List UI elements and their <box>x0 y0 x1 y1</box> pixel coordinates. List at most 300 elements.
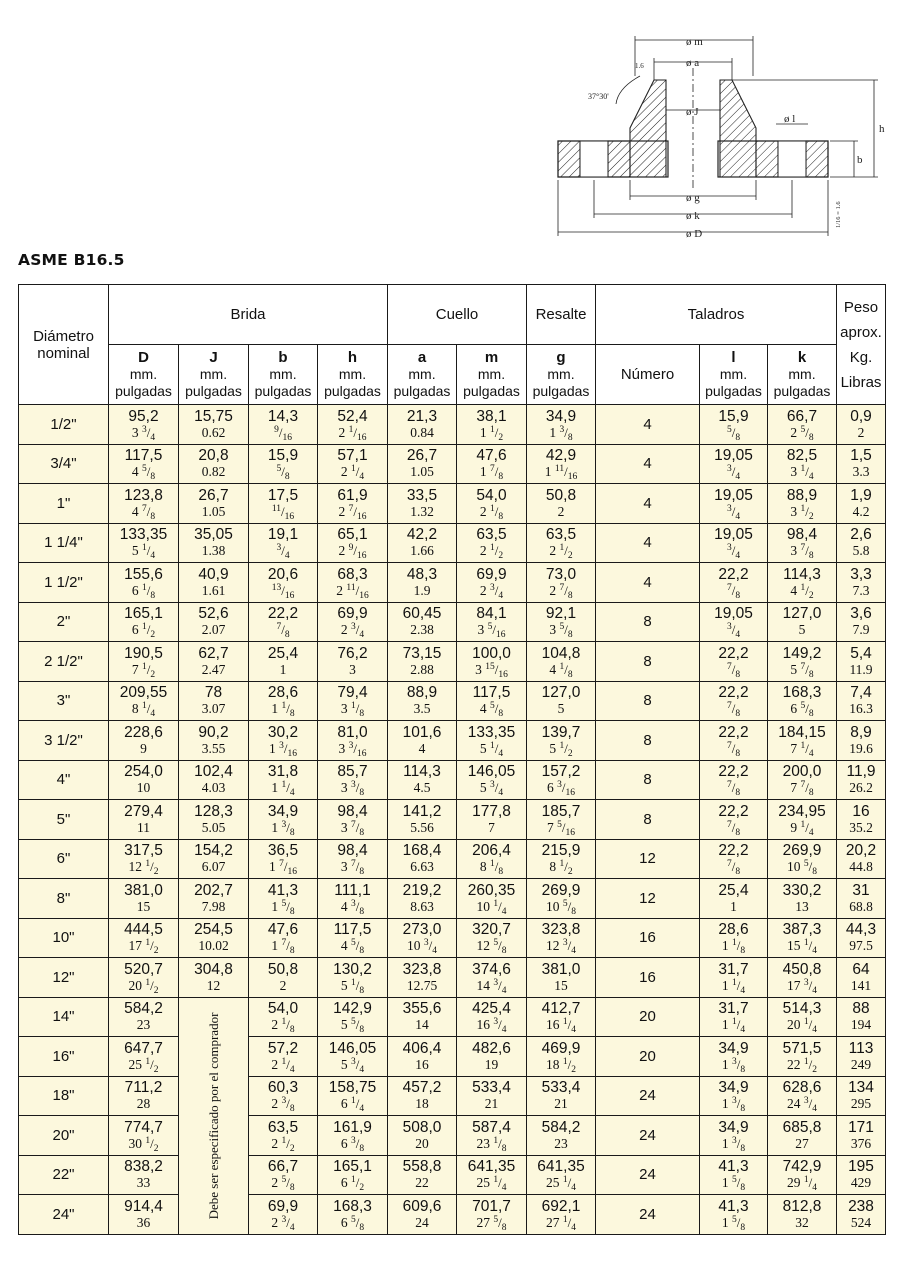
value-inch: 10 $^5/_8$ <box>546 898 576 917</box>
cell-h <box>318 563 388 603</box>
header-diametro-nominal: Diámetro nominal <box>19 285 109 405</box>
weight-kg: 3,3 <box>850 565 872 583</box>
cell-k <box>768 563 837 603</box>
cell-g <box>527 997 596 1037</box>
header-unit: mm. <box>269 366 297 382</box>
value-mm: 185,7 <box>541 802 581 820</box>
value-mm: 774,7 <box>124 1118 163 1136</box>
value-inch: 12 $^5/_8$ <box>476 938 507 957</box>
table-row <box>19 1195 886 1235</box>
value-mm: 92,1 <box>545 605 577 623</box>
cell-m <box>457 839 527 879</box>
value-inch: 1 $^1/_4$ <box>721 1017 746 1036</box>
value-mm: 28,6 <box>267 684 299 702</box>
value-mm: 54,0 <box>476 486 507 504</box>
nominal-diameter: 4" <box>19 760 109 800</box>
value-mm: 78 <box>204 684 223 702</box>
value-inch: 2.38 <box>410 622 434 638</box>
value-inch: 16 $^3/_4$ <box>476 1017 507 1036</box>
cell-j <box>179 760 249 800</box>
bolt-count: 16 <box>596 918 700 958</box>
value-inch: 23 <box>554 1135 568 1151</box>
cell-l <box>700 1195 768 1235</box>
value-inch: 3 $^3/_{16}$ <box>338 740 367 759</box>
value-mm: 228,6 <box>124 723 163 741</box>
header-unit: mm. <box>338 366 367 382</box>
value-inch: 2 $^1/_8$ <box>479 503 504 522</box>
value-inch: 5.56 <box>410 819 434 835</box>
value-inch: 2 $^5/_8$ <box>790 424 814 443</box>
cell-j <box>179 602 249 642</box>
cell-a <box>388 918 457 958</box>
value-inch: 8 $^1/_8$ <box>479 859 504 878</box>
value-mm: 52,4 <box>337 407 368 425</box>
value-mm: 234,95 <box>778 802 826 820</box>
cell-b <box>249 1155 318 1195</box>
nominal-diameter: 10" <box>19 918 109 958</box>
value-inch: 2 $^3/_4$ <box>271 1214 295 1233</box>
value-mm: 19,05 <box>714 526 753 544</box>
value-inch: 10 $^3/_4$ <box>407 938 437 957</box>
value-inch: 2 $^1/_8$ <box>271 1017 295 1036</box>
value-inch: 22 $^1/_2$ <box>787 1056 817 1075</box>
value-mm: 219,2 <box>402 881 442 899</box>
value-inch: 1.9 <box>413 582 431 598</box>
value-inch: 5 $^3/_4$ <box>340 1056 365 1075</box>
value-inch: 25 $^1/_2$ <box>128 1056 159 1075</box>
value-inch: 1.32 <box>410 503 434 519</box>
cell-a <box>388 997 457 1037</box>
cell-b <box>249 602 318 642</box>
value-inch: 4 $^3/_8$ <box>340 898 365 917</box>
value-inch: 9 <box>140 740 147 756</box>
bolt-count: 4 <box>596 484 700 524</box>
cell-g <box>527 1155 596 1195</box>
value-inch: 4.5 <box>413 780 431 796</box>
cell-peso <box>837 642 886 682</box>
header-peso: Peso aprox. Kg. Libras <box>837 285 886 405</box>
value-mm: 260,35 <box>467 881 516 899</box>
value-mm: 206,4 <box>472 842 511 860</box>
value-mm: 117,5 <box>472 684 511 702</box>
value-mm: 323,8 <box>541 921 581 939</box>
value-inch: $^5/_8$ <box>726 424 741 443</box>
nominal-diameter: 1" <box>19 484 109 524</box>
cell-j <box>179 879 249 919</box>
table-row <box>19 405 886 445</box>
value-mm: 584,2 <box>541 1118 581 1136</box>
dim-b-label: b <box>857 154 863 166</box>
value-inch: 1 <box>730 898 737 914</box>
value-mm: 146,05 <box>328 1039 377 1057</box>
value-mm: 157,2 <box>541 763 581 781</box>
value-inch: 1 $^1/_8$ <box>271 701 295 720</box>
dim-h-label: h <box>879 123 885 135</box>
cell-h <box>318 721 388 761</box>
value-inch: 2 $^1/_2$ <box>549 543 573 562</box>
value-inch: 4 $^5/_8$ <box>479 701 504 720</box>
value-inch: 20 <box>415 1135 429 1151</box>
cell-g <box>527 642 596 682</box>
value-inch: 3 <box>349 661 356 677</box>
value-inch: $^9/_{16}$ <box>274 424 292 443</box>
header-col-a <box>388 345 457 405</box>
weight-kg: 113 <box>848 1039 874 1057</box>
cell-d <box>109 1116 179 1156</box>
cell-peso <box>837 721 886 761</box>
cell-k <box>768 1116 837 1156</box>
value-mm: 19,1 <box>267 526 299 544</box>
cell-l <box>700 642 768 682</box>
value-inch: 2.88 <box>410 661 434 677</box>
value-mm: 177,8 <box>472 802 511 820</box>
value-mm: 79,4 <box>337 684 368 702</box>
value-mm: 22,2 <box>718 723 749 741</box>
cell-l <box>700 958 768 998</box>
value-mm: 73,0 <box>545 565 577 583</box>
value-mm: 76,2 <box>337 644 368 662</box>
value-inch: 18 <box>415 1096 429 1112</box>
value-mm: 123,8 <box>124 486 163 504</box>
value-mm: 168,3 <box>782 684 822 702</box>
value-inch: 12 $^3/_4$ <box>546 938 576 957</box>
cell-l <box>700 1155 768 1195</box>
dim-l-label: ø l <box>784 113 796 125</box>
cell-j <box>179 523 249 563</box>
cell-k <box>768 444 837 484</box>
header-unit: pulgadas <box>115 383 172 399</box>
cell-m <box>457 523 527 563</box>
value-inch: 11 <box>137 819 150 835</box>
cell-m <box>457 563 527 603</box>
value-mm: 355,6 <box>402 1000 442 1018</box>
value-inch: 1 $^7/_{16}$ <box>269 859 297 878</box>
cell-m <box>457 879 527 919</box>
header-col-k <box>768 345 837 405</box>
value-inch: 6 $^3/_8$ <box>340 1135 365 1154</box>
value-inch: 1.66 <box>410 543 434 559</box>
value-mm: 142,9 <box>333 1000 372 1018</box>
cell-g <box>527 681 596 721</box>
value-inch: 1 $^1/_4$ <box>271 780 295 799</box>
cell-b <box>249 1195 318 1235</box>
value-mm: 34,9 <box>267 802 299 820</box>
cell-k <box>768 642 837 682</box>
cell-k <box>768 1155 837 1195</box>
value-mm: 330,2 <box>782 881 822 899</box>
header-col-d <box>109 345 179 405</box>
table-row <box>19 879 886 919</box>
cell-a <box>388 1195 457 1235</box>
dim-k-label: ø k <box>686 210 700 222</box>
cell-h <box>318 760 388 800</box>
value-mm: 50,8 <box>545 486 577 504</box>
value-mm: 742,9 <box>782 1158 822 1176</box>
value-mm: 647,7 <box>124 1039 163 1057</box>
weight-kg: 16 <box>852 802 870 820</box>
value-inch: 24 $^3/_4$ <box>787 1096 817 1115</box>
value-inch: 1 $^3/_8$ <box>549 424 573 443</box>
cell-peso <box>837 602 886 642</box>
cell-l <box>700 839 768 879</box>
value-mm: 31,8 <box>267 763 299 781</box>
cell-k <box>768 879 837 919</box>
cell-d <box>109 1155 179 1195</box>
value-mm: 127,0 <box>541 684 581 702</box>
dim-g-label: ø g <box>686 192 700 204</box>
value-mm: 88,9 <box>406 684 438 702</box>
value-mm: 31,7 <box>718 1000 749 1018</box>
cell-m <box>457 1155 527 1195</box>
value-inch: 23 <box>136 1017 151 1033</box>
value-inch: 3.55 <box>201 740 226 756</box>
header-symbol: k <box>797 349 807 366</box>
cell-peso <box>837 1116 886 1156</box>
cell-g <box>527 839 596 879</box>
value-mm: 133,35 <box>467 723 516 741</box>
cell-m <box>457 1116 527 1156</box>
header-unit: mm. <box>199 366 228 382</box>
bolt-count: 4 <box>596 444 700 484</box>
value-inch: 5 $^1/_4$ <box>131 543 156 562</box>
value-inch: 27 <box>795 1135 809 1151</box>
weight-kg: 134 <box>848 1079 874 1097</box>
value-inch: 1 $^7/_8$ <box>271 938 295 957</box>
cell-a <box>388 1076 457 1116</box>
cell-j <box>179 918 249 958</box>
value-inch: 6 $^1/_2$ <box>340 1175 365 1194</box>
value-inch: 4 $^7/_8$ <box>131 503 156 522</box>
value-mm: 34,9 <box>545 407 577 425</box>
value-mm: 406,4 <box>402 1039 442 1057</box>
cell-h <box>318 879 388 919</box>
cell-j <box>179 681 249 721</box>
nominal-diameter: 3 1/2" <box>19 721 109 761</box>
cell-peso <box>837 444 886 484</box>
value-inch: $^{13}/_{16}$ <box>271 582 295 601</box>
value-mm: 425,4 <box>472 1000 511 1018</box>
value-mm: 444,5 <box>124 921 163 939</box>
value-mm: 412,7 <box>541 1000 581 1018</box>
cell-peso <box>837 563 886 603</box>
value-mm: 81,0 <box>337 723 368 741</box>
value-mm: 60,3 <box>267 1079 299 1097</box>
value-mm: 66,7 <box>267 1158 299 1176</box>
value-inch: 1.38 <box>201 543 226 559</box>
value-mm: 628,6 <box>782 1079 822 1097</box>
cell-h <box>318 1116 388 1156</box>
header-symbol: J <box>209 349 218 366</box>
value-mm: 22,2 <box>718 802 749 820</box>
weight-lb: 11.9 <box>849 661 873 677</box>
bolt-count: 20 <box>596 997 700 1037</box>
value-inch: 13 <box>795 898 809 914</box>
value-mm: 22,2 <box>718 763 749 781</box>
value-mm: 82,5 <box>786 447 818 465</box>
value-mm: 73,15 <box>402 644 442 662</box>
bolt-count: 8 <box>596 602 700 642</box>
value-inch: $^7/_8$ <box>726 701 741 720</box>
cell-j <box>179 484 249 524</box>
cell-d <box>109 563 179 603</box>
value-inch: $^7/_8$ <box>726 582 741 601</box>
header-unit: mm. <box>788 366 816 382</box>
value-mm: 190,5 <box>124 644 163 662</box>
value-inch: 6 $^5/_8$ <box>790 701 814 720</box>
value-inch: 6 $^1/_8$ <box>131 582 156 601</box>
value-inch: 7 $^7/_8$ <box>790 780 814 799</box>
value-mm: 102,4 <box>194 763 233 781</box>
cell-k <box>768 839 837 879</box>
value-mm: 15,9 <box>718 407 749 425</box>
table-row <box>19 642 886 682</box>
value-mm: 22,2 <box>718 684 749 702</box>
cell-m <box>457 642 527 682</box>
value-mm: 26,7 <box>198 486 229 504</box>
cell-m <box>457 800 527 840</box>
cell-m <box>457 721 527 761</box>
value-mm: 155,6 <box>124 565 163 583</box>
cell-k <box>768 405 837 445</box>
weight-kg: 238 <box>848 1197 874 1215</box>
nominal-diameter: 20" <box>19 1116 109 1156</box>
weight-lb: 19.6 <box>849 740 873 756</box>
cell-d <box>109 681 179 721</box>
cell-l <box>700 523 768 563</box>
value-mm: 68,3 <box>337 565 368 583</box>
value-mm: 269,9 <box>541 881 581 899</box>
cell-m <box>457 484 527 524</box>
value-mm: 514,3 <box>782 1000 822 1018</box>
cell-d <box>109 484 179 524</box>
value-mm: 692,1 <box>541 1197 581 1215</box>
cell-k <box>768 1195 837 1235</box>
r16-label: 1.6 <box>635 62 644 70</box>
value-inch: 3 $^7/_8$ <box>790 543 814 562</box>
cell-l <box>700 484 768 524</box>
value-mm: 558,8 <box>402 1158 442 1176</box>
weight-kg: 88 <box>852 1000 870 1018</box>
weight-kg: 20,2 <box>845 842 877 860</box>
bolt-count: 20 <box>596 1037 700 1077</box>
value-mm: 34,9 <box>718 1118 749 1136</box>
value-inch: 25 $^1/_4$ <box>476 1175 507 1194</box>
cell-m <box>457 760 527 800</box>
value-inch: 5 $^1/_8$ <box>340 977 365 996</box>
value-inch: 21 <box>554 1096 568 1112</box>
weight-kg: 11,9 <box>846 763 876 781</box>
value-mm: 38,1 <box>476 407 507 425</box>
cell-b <box>249 1116 318 1156</box>
value-mm: 812,8 <box>782 1197 822 1215</box>
cell-m <box>457 1195 527 1235</box>
value-mm: 17,5 <box>267 486 299 504</box>
value-inch: 30 $^1/_2$ <box>128 1135 159 1154</box>
value-mm: 26,7 <box>406 447 438 465</box>
value-inch: 17 $^1/_2$ <box>128 938 159 957</box>
bolt-count: 24 <box>596 1116 700 1156</box>
value-inch: 3 $^7/_8$ <box>340 819 365 838</box>
cell-a <box>388 405 457 445</box>
cell-h <box>318 1037 388 1077</box>
value-mm: 85,7 <box>337 763 368 781</box>
weight-kg: 5,4 <box>850 644 872 662</box>
cell-b <box>249 1076 318 1116</box>
bolt-count: 24 <box>596 1155 700 1195</box>
header-unit: mm. <box>719 366 748 382</box>
cell-h <box>318 602 388 642</box>
weight-kg: 2,6 <box>850 526 872 544</box>
header-unit: mm. <box>408 366 436 382</box>
weight-lb: 7.9 <box>852 622 870 638</box>
header-cuello: Cuello <box>388 285 527 345</box>
value-inch: $^7/_8$ <box>726 740 741 759</box>
value-inch: 0.84 <box>410 424 434 440</box>
value-inch: 2 $^1/_2$ <box>479 543 504 562</box>
weight-lb: 5.8 <box>852 543 870 559</box>
value-inch: $^3/_4$ <box>276 543 290 562</box>
header-symbol: D <box>138 349 149 366</box>
value-mm: 88,9 <box>786 486 818 504</box>
value-inch: 19 <box>484 1056 499 1072</box>
weight-lb: 97.5 <box>849 938 873 954</box>
value-inch: 6.07 <box>201 859 226 875</box>
value-inch: 4.03 <box>201 780 226 796</box>
cell-d <box>109 839 179 879</box>
value-mm: 65,1 <box>337 526 368 544</box>
cell-d <box>109 642 179 682</box>
value-inch: 2 $^1/_{16}$ <box>338 424 367 443</box>
value-mm: 158,75 <box>328 1079 377 1097</box>
cell-l <box>700 1037 768 1077</box>
value-mm: 19,05 <box>714 605 753 623</box>
value-mm: 22,2 <box>267 605 299 623</box>
value-inch: 29 $^1/_4$ <box>787 1175 817 1194</box>
value-mm: 15,9 <box>267 447 299 465</box>
value-inch: $^{11}/_{16}$ <box>271 503 295 522</box>
cell-g <box>527 563 596 603</box>
value-inch: 7.98 <box>201 898 226 914</box>
cell-g <box>527 444 596 484</box>
nominal-diameter: 6" <box>19 839 109 879</box>
nominal-diameter: 2 1/2" <box>19 642 109 682</box>
value-mm: 127,0 <box>782 605 822 623</box>
value-inch: 3 $^3/_8$ <box>340 780 365 799</box>
cell-a <box>388 1116 457 1156</box>
value-mm: 98,4 <box>337 842 368 860</box>
cell-h <box>318 918 388 958</box>
value-inch: 1 $^1/_8$ <box>721 938 746 957</box>
cell-a <box>388 760 457 800</box>
weight-lb: 295 <box>850 1096 872 1112</box>
cell-peso <box>837 1076 886 1116</box>
cell-a <box>388 800 457 840</box>
table-row <box>19 1076 886 1116</box>
value-inch: 20 $^1/_2$ <box>128 977 159 996</box>
table-row <box>19 681 886 721</box>
header-unit: pulgadas <box>393 383 451 399</box>
value-inch: $^3/_4$ <box>726 543 741 562</box>
value-mm: 165,1 <box>124 605 163 623</box>
cell-d <box>109 800 179 840</box>
dim-m-label: ø m <box>686 36 703 48</box>
header-unit: pulgadas <box>324 383 381 399</box>
cell-l <box>700 918 768 958</box>
cell-h <box>318 997 388 1037</box>
cell-h <box>318 1155 388 1195</box>
value-inch: 10 <box>136 780 151 796</box>
value-mm: 117,5 <box>124 447 163 465</box>
